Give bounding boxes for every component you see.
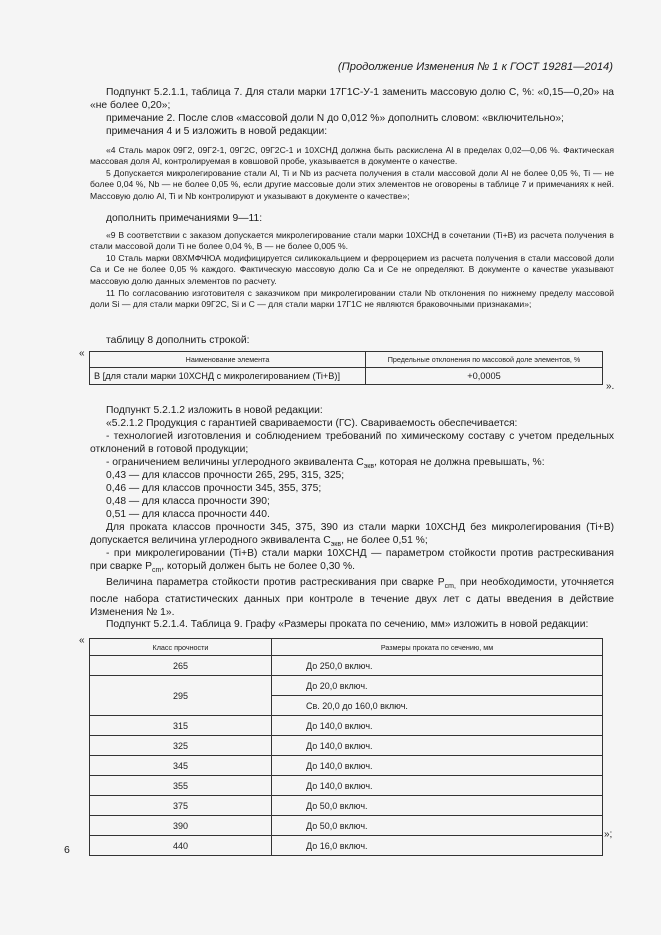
table-cell: 325 bbox=[90, 736, 272, 756]
text: Для проката классов прочности 345, 375, 390 из стали марки 10ХСНД без микролегирования (Ti+B) допускается величина углеродного эквивалента С bbox=[90, 522, 614, 546]
list-item: 0,46 — для классов прочности 345, 355, 375; bbox=[106, 483, 322, 494]
table-cell: 315 bbox=[90, 716, 272, 736]
table-cell: До 140,0 включ. bbox=[272, 756, 603, 776]
list-item: 0,43 — для классов прочности 265, 295, 315, 325; bbox=[106, 470, 345, 481]
running-header: (Продолжение Изменения № 1 к ГОСТ 19281—2014) bbox=[337, 61, 613, 73]
note-4: «4 Сталь марок 09Г2, 09Г2-1, 09Г2С, 09Г2С-1 и 10ХСНД должна быть раскислена Al в пределах 0,02—0,06 %. Фактическая массовая доля Al, контролируемая в ковшовой пробе, указывается в документе о качестве. bbox=[90, 145, 614, 167]
page-number: 6 bbox=[64, 844, 70, 856]
table-row bbox=[90, 756, 603, 776]
text: , не более 0,51 %; bbox=[341, 535, 428, 546]
table-cell: 345 bbox=[90, 756, 272, 776]
table-header-cell: Предельные отклонения по массовой доле элементов, % bbox=[366, 352, 603, 368]
text: при необходимости, уточняется после набора статистических данных при контроле в течение двух лет с даты введения в действие Изменения № 1». bbox=[90, 577, 614, 619]
para-table9: Подпункт 5.2.1.4. Таблица 9. Графу «Размеры проката по сечению, мм» изложить в новой редакции: bbox=[106, 619, 589, 630]
para-table8: таблицу 8 дополнить строкой: bbox=[106, 335, 250, 346]
note-10: 10 Сталь марки 08ХМФЧЮА модифицируется силикокальцием и ферроцерием из расчета получения в стали массовой доли Са и Се не более 0,05 % каждого. Фактическую массовую долю Са и Се не определяют. В документе о качестве указывают массовую долю данных элементов по расчету. bbox=[90, 253, 614, 286]
table-cell: До 50,0 включ. bbox=[272, 816, 603, 836]
table-row bbox=[90, 368, 603, 385]
subscript: экв bbox=[330, 541, 342, 549]
table-row bbox=[90, 676, 603, 696]
table-cell: 295 bbox=[90, 676, 272, 716]
text: , которая не должна превышать, %: bbox=[374, 457, 545, 468]
text: Величина параметра стойкости против растрескивания при сварке Р bbox=[106, 577, 445, 588]
para-microalloy bbox=[90, 547, 614, 577]
table-cell: 375 bbox=[90, 796, 272, 816]
table-header-row bbox=[90, 639, 603, 656]
table-row bbox=[90, 776, 603, 796]
para-technology: - технологией изготовления и соблюдением требований по химическому составу с учетом предельных отклонений в готовой продукции; bbox=[90, 431, 614, 455]
note-9: «9 В соответствии с заказом допускается микролегирование стали марки 10ХСНД в сочетании (Ti+B) из расчета получения в стали массовой доли Ti не более 0,04 %, B — не более 0,005 %. bbox=[90, 230, 614, 252]
table-row bbox=[90, 736, 603, 756]
table-cell: До 140,0 включ. bbox=[272, 736, 603, 756]
table-9 bbox=[89, 638, 603, 856]
table-cell: До 250,0 включ. bbox=[272, 656, 603, 676]
table-cell: До 16,0 включ. bbox=[272, 836, 603, 856]
table-row bbox=[90, 716, 603, 736]
table-header-cell: Наименование элемента bbox=[90, 352, 366, 368]
table-header-cell: Размеры проката по сечению, мм bbox=[272, 639, 603, 656]
quote-open-2: « bbox=[79, 635, 85, 646]
table-cell: До 50,0 включ. bbox=[272, 796, 603, 816]
para-crack-param bbox=[90, 576, 614, 619]
para-weldability: «5.2.1.2 Продукция с гарантией свариваемости (ГС). Свариваемость обеспечивается: bbox=[106, 418, 518, 429]
table-header-cell: Класс прочности bbox=[90, 639, 272, 656]
quote-close-2: »; bbox=[604, 829, 613, 840]
list-item: 0,48 — для класса прочности 390; bbox=[106, 496, 270, 507]
note-11: 11 По согласованию изготовителя с заказчиком при микролегировании стали Nb отклонения по нижнему пределу массовой доли Si — для стали марки 09Г2С, Si и С — для стали марки 17Г1С не являются браковочными признаками»; bbox=[90, 288, 614, 310]
quote-close-1: ». bbox=[606, 381, 615, 392]
para-notes45: примечания 4 и 5 изложить в новой редакции: bbox=[106, 126, 328, 137]
table-cell: 355 bbox=[90, 776, 272, 796]
subscript: экв bbox=[363, 463, 375, 471]
text: - при микролегировании (Ti+B) стали марки 10ХСНД — параметром стойкости против растрескивания при сварке Р bbox=[90, 548, 614, 572]
table-cell: 265 bbox=[90, 656, 272, 676]
table-cell: 390 bbox=[90, 816, 272, 836]
text: , который должен быть не более 0,30 %. bbox=[161, 561, 356, 572]
para-5212: Подпункт 5.2.1.2 изложить в новой редакции: bbox=[106, 405, 323, 416]
table-row bbox=[90, 816, 603, 836]
table-cell: +0,0005 bbox=[366, 368, 603, 385]
table-cell: До 140,0 включ. bbox=[272, 776, 603, 796]
text: - ограничением величины углеродного эквивалента С bbox=[106, 457, 364, 468]
table-cell: B [для стали марки 10ХСНД с микролегированием (Ti+B)] bbox=[90, 368, 366, 385]
note-5: 5 Допускается микролегирование стали Al, Ti и Nb из расчета получения в стали массовой доли Al не более 0,05 %, Ti — не более 0,04 %, Nb — не более 0,05 %, если другие массовые доли этих элементов не оговорены в таблице 7 и примечаниях к ней. Массовую долю Al, Ti и Nb контролируют и указывают в документе о качестве»; bbox=[90, 168, 614, 201]
para-note2: примечание 2. После слов «массовой доли N до 0,012 %» дополнить словом: «включительно»; bbox=[106, 113, 564, 124]
table-8 bbox=[89, 351, 603, 385]
table-cell: До 140,0 включ. bbox=[272, 716, 603, 736]
table-row bbox=[90, 656, 603, 676]
para-table7: Подпункт 5.2.1.1, таблица 7. Для стали марки 17Г1С-У-1 заменить массовую долю С, %: «0,15—0,20» на «не более 0,20»; bbox=[90, 87, 614, 111]
table-cell: 440 bbox=[90, 836, 272, 856]
table-row bbox=[90, 836, 603, 856]
list-item: 0,51 — для класса прочности 440. bbox=[106, 509, 270, 520]
quote-open-1: « bbox=[79, 348, 85, 359]
table-header-row bbox=[90, 352, 603, 368]
subscript: cm, bbox=[444, 583, 456, 591]
table-row bbox=[90, 796, 603, 816]
subscript: cm bbox=[151, 567, 162, 575]
para-add-notes: дополнить примечаниями 9—11: bbox=[106, 213, 263, 224]
table-cell: До 20,0 включ. bbox=[272, 676, 603, 696]
table-cell: Св. 20,0 до 160,0 включ. bbox=[272, 696, 603, 716]
